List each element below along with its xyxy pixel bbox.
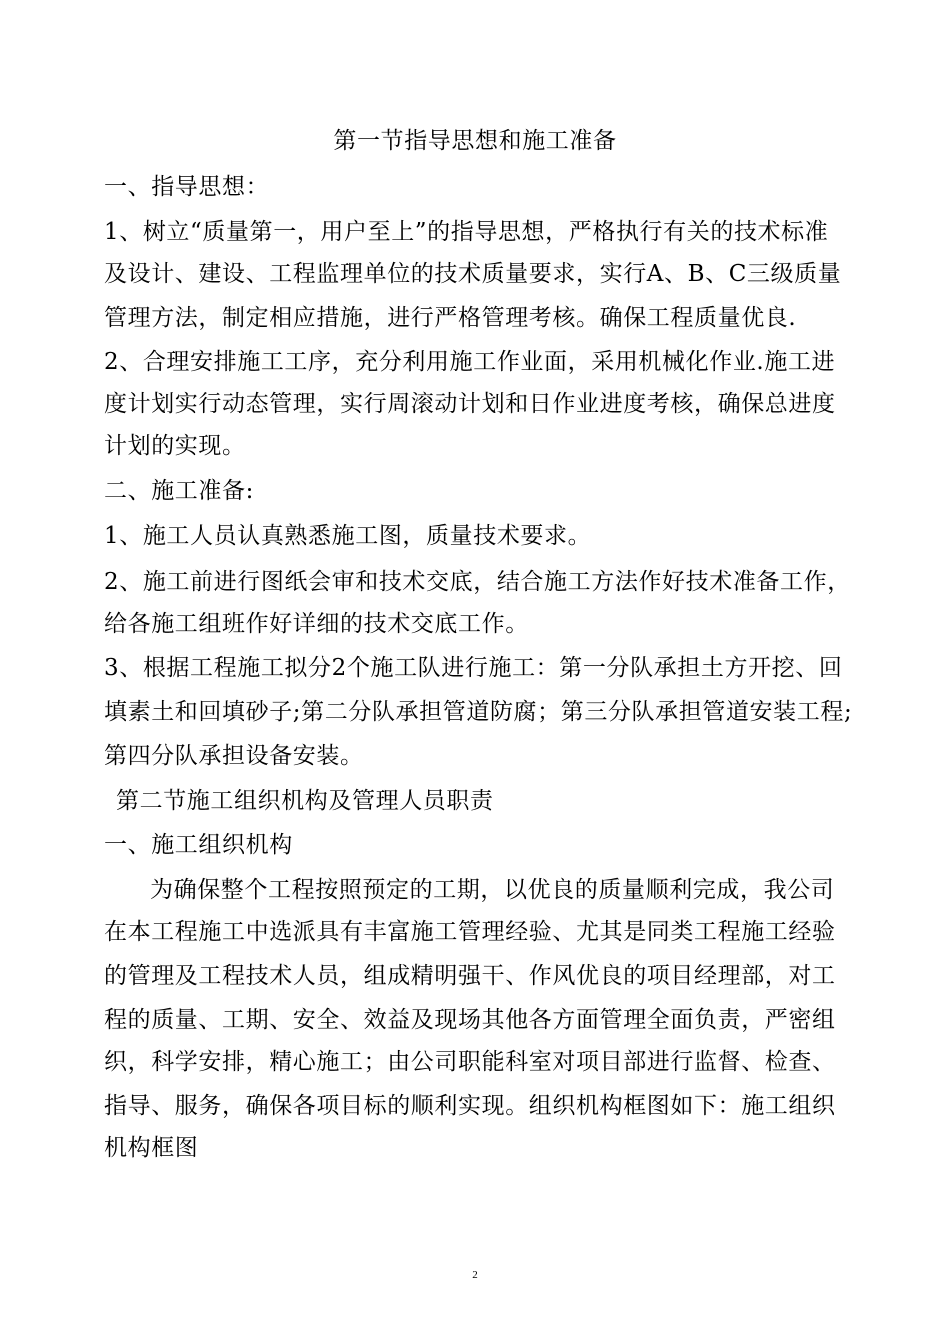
paragraph-line: 织，科学安排，精心施工；由公司职能科室对项目部进行监督、检查、 (104, 1049, 836, 1075)
paragraph-line: 在本工程施工中选派具有丰富施工管理经验、尤其是同类工程施工经验 (104, 919, 836, 945)
paragraph-line: 2、合理安排施工工序，充分利用施工作业面，采用机械化作业.施工进 (104, 349, 836, 375)
heading-organization: 一、施工组织机构 (104, 832, 293, 858)
paragraph-line: 及设计、建设、工程监理单位的技术质量要求，实行A、B、C三级质量 (104, 261, 842, 287)
paragraph-line: 指导、服务，确保各项目标的顺利实现。组织机构框图如下：施工组织 (104, 1093, 836, 1119)
paragraph-line: 机构框图 (104, 1135, 199, 1161)
paragraph-line: 第四分队承担设备安装。 (104, 743, 364, 769)
paragraph-line: 的管理及工程技术人员，组成精明强干、作风优良的项目经理部，对工 (104, 963, 836, 989)
paragraph-line: 2、施工前进行图纸会审和技术交底，结合施工方法作好技术准备工作， (104, 569, 851, 595)
paragraph-line: 3、根据工程施工拟分2个施工队进行施工：第一分队承担土方开挖、回 (104, 655, 843, 681)
paragraph-line: 1、施工人员认真熟悉施工图，质量技术要求。 (104, 523, 592, 549)
paragraph-line: 给各施工组班作好详细的技术交底工作。 (104, 611, 529, 637)
paragraph-line: 1、树立“质量第一，用户至上”的指导思想，严格执行有关的技术标准 (104, 219, 829, 245)
section-title-1: 第一节指导思想和施工准备 (333, 128, 617, 154)
paragraph-line: 管理方法，制定相应措施，进行严格管理考核。确保工程质量优良. (104, 305, 797, 331)
page-number: 2 (472, 1269, 478, 1281)
paragraph-line: 为确保整个工程按照预定的工期，以优良的质量顺利完成，我公司 (150, 877, 835, 903)
paragraph-line: 填素土和回填砂子;第二分队承担管道防腐；第三分队承担管道安装工程; (104, 699, 853, 725)
paragraph-line: 程的质量、工期、安全、效益及现场其他各方面管理全面负责，严密组 (104, 1007, 836, 1033)
paragraph-line: 度计划实行动态管理，实行周滚动计划和日作业进度考核，确保总进度 (104, 391, 836, 417)
section-title-2: 第二节施工组织机构及管理人员职责 (116, 788, 494, 814)
paragraph-line: 计划的实现。 (104, 433, 246, 459)
heading-construction-preparation: 二、施工准备: (104, 478, 254, 504)
heading-guiding-ideology: 一、指导思想： (104, 174, 270, 200)
